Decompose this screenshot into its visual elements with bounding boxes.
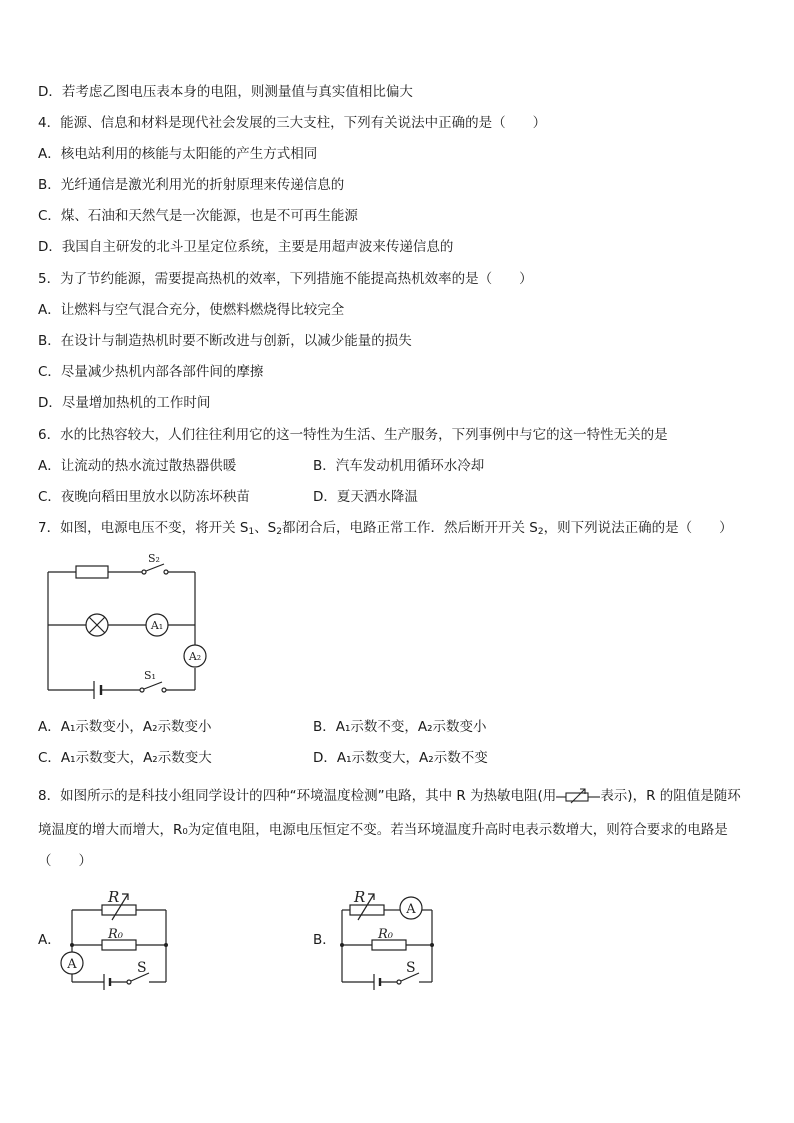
switch-s2-symbol (146, 564, 164, 571)
q6-stem: 6．水的比热容较大，人们往往利用它的这一特性为生活、生产服务，下列事例中与它的这一特性无关的是 (38, 427, 668, 443)
q7-circuit-diagram (40, 548, 220, 706)
q6-option-b[interactable]: B．汽车发动机用循环水冷却 (313, 458, 485, 474)
q8-circuit-b[interactable] (334, 884, 440, 990)
switch-s2-label: S₂ (148, 552, 160, 565)
resistor-symbol (76, 566, 108, 578)
svg-text:R: R (354, 888, 366, 906)
q4-stem: 4．能源、信息和材料是现代社会发展的三大支柱，下列有关说法中正确的是（ ） (38, 115, 547, 131)
q7-option-a[interactable]: A．A₁示数变小，A₂示数变小 (38, 719, 212, 735)
q5-option-a[interactable]: A．让燃料与空气混合充分，使燃料燃烧得比较完全 (38, 302, 345, 318)
switch-s1-label: S₁ (144, 669, 156, 682)
q4-option-a[interactable]: A．核电站利用的核能与太阳能的产生方式相同 (38, 146, 318, 162)
svg-text:R₀: R₀ (378, 927, 393, 942)
switch-s1-symbol (144, 682, 162, 689)
svg-text:R: R (108, 888, 120, 906)
q7-option-d[interactable]: D．A₁示数变大，A₂示数不变 (313, 750, 488, 766)
q5-option-b[interactable]: B．在设计与制造热机时要不断改进与创新，以减少能量的损失 (38, 333, 412, 349)
ammeter-a1-label: A₁ (150, 619, 164, 632)
q8-stem-line1: 8．如图所示的是科技小组同学设计的四种“环境温度检测”电路，其中 R 为热敏电阻(用 表示)，R 的阻值是随环 (38, 788, 741, 804)
svg-text:S: S (137, 960, 147, 976)
q6-option-d[interactable]: D．夏天洒水降温 (313, 489, 418, 505)
svg-text:A: A (406, 902, 416, 917)
q6-option-c[interactable]: C．夜晚向稻田里放水以防冻坏秧苗 (38, 489, 250, 505)
q4-option-d[interactable]: D．我国自主研发的北斗卫星定位系统，主要是用超声波来传递信息的 (38, 239, 454, 255)
svg-text:S: S (406, 960, 416, 976)
q8-stem-line3: （ ） (38, 853, 92, 869)
q4-option-c[interactable]: C．煤、石油和天然气是一次能源，也是不可再生能源 (38, 208, 358, 224)
svg-text:R₀: R₀ (108, 927, 123, 942)
q8-stem-line2: 境温度的增大而增大，R₀为定值电阻，电源电压恒定不变。若当环境温度升高时电表示数增大，则符合要求的电路是 (38, 822, 728, 838)
q4-option-b[interactable]: B．光纤通信是激光利用光的折射原理来传递信息的 (38, 177, 345, 193)
q5-option-d[interactable]: D．尽量增加热机的工作时间 (38, 395, 211, 411)
q5-stem: 5．为了节约能源，需要提高热机的效率，下列措施不能提高热机效率的是（ ） (38, 271, 533, 287)
q7-option-c[interactable]: C．A₁示数变大，A₂示数变大 (38, 750, 212, 766)
thermistor-symbol (556, 786, 600, 804)
svg-text:A: A (67, 957, 77, 972)
q6-option-a[interactable]: A．让流动的热水流过散热器供暖 (38, 458, 237, 474)
q7-option-b[interactable]: B．A₁示数不变，A₂示数变小 (313, 719, 487, 735)
q8-option-b-label[interactable]: B． (313, 932, 336, 948)
q8-option-a-label[interactable]: A． (38, 932, 61, 948)
q7-stem: 7．如图，电源电压不变，将开关 $S_1$、$S_2$都闭合后，电路正常工作．然后断开开关 $S_2$，则下列说法正确的是（ ） (38, 520, 733, 537)
q3-option-d: D．若考虑乙图电压表本身的电阻，则测量值与真实值相比偏大 (38, 84, 413, 100)
q5-option-c[interactable]: C．尽量减少热机内部各部件间的摩擦 (38, 364, 264, 380)
ammeter-a2-label: A₂ (188, 650, 202, 663)
q8-circuit-a[interactable] (58, 884, 176, 990)
